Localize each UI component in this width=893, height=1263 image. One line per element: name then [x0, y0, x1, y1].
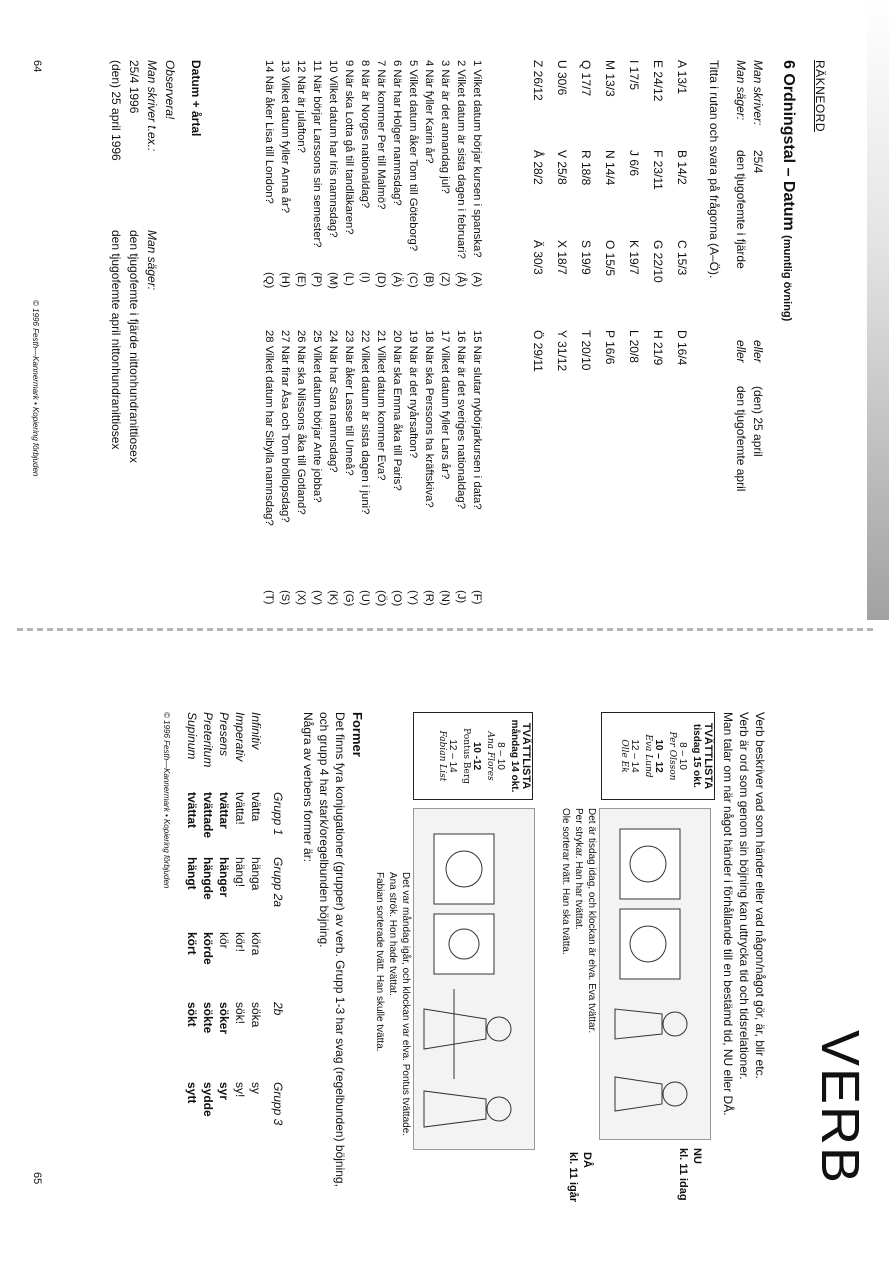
grid-cell: R 18/8 — [579, 150, 593, 186]
table-cell: tvättat — [185, 792, 199, 829]
answer-key: (Y) — [407, 590, 419, 606]
question-text: 27 När firar Åsa och Tom bröllopsdag? — [279, 330, 291, 523]
grid-cell: F 23/11 — [651, 150, 665, 190]
question-text: 21 Vilket datum kommer Eva? — [375, 330, 387, 481]
question-text: 26 När ska Nilssons åka till Gotland? — [295, 330, 307, 515]
board-day: måndag 14 okt. — [509, 719, 520, 793]
row-label: Infinitiv — [249, 712, 263, 750]
da-caption-line: Fabian sorterade tvätt. Han skulle tvätta. — [374, 872, 385, 1052]
da-caption-line: Det var måndag igår, och klockan var elva. Pontus tvättade. — [400, 872, 411, 1137]
answer-key: (Ö) — [375, 590, 387, 607]
answer-key: (O) — [391, 590, 403, 607]
board-slot: 12 – 14 — [447, 739, 458, 773]
former-heading: Former — [350, 712, 365, 757]
example-1-written: 25/4 1996 — [127, 60, 141, 114]
intro-line: Verb beskriver vad som händer eller vad någon/något gör, är, blir etc. — [753, 712, 767, 1079]
table-cell: sy! — [233, 1082, 247, 1098]
page-64 — [0, 0, 893, 631]
grid-cell: U 30/6 — [555, 60, 569, 96]
answer-key: (X) — [295, 590, 307, 606]
title-text: 6 Ordningstal – Datum — [780, 60, 797, 231]
table-cell: sydde — [201, 1082, 215, 1117]
question-text: 20 När ska Emma åka till Paris? — [391, 330, 403, 491]
intro-line: Man talar om när något händer i förhållande till en bestämd tid, NU eller DÅ. — [721, 712, 735, 1116]
table-cell: hängt — [185, 857, 199, 890]
table-header: Grupp 3 — [271, 1082, 285, 1126]
answer-key: (J) — [455, 590, 467, 604]
alt-spoken: den tjugofemte april — [734, 386, 748, 492]
row-label: Presens — [217, 712, 231, 757]
table-cell: söka — [249, 1002, 263, 1028]
page-title — [779, 60, 797, 321]
grid-cell: C 15/3 — [675, 240, 689, 276]
gutter — [13, 628, 873, 631]
grid-cell: L 20/8 — [627, 330, 641, 363]
former-text-line: Några av verbens former är: — [301, 712, 315, 863]
table-cell: tvättade — [201, 792, 215, 839]
board-name: Olle Ek — [619, 739, 629, 773]
table-cell: sökte — [201, 1002, 215, 1034]
answer-key: (M) — [327, 272, 339, 289]
grid-cell: N 14/4 — [603, 150, 617, 186]
section-header: RÄKNEORD — [813, 60, 827, 133]
page-number: 65 — [31, 1172, 43, 1185]
grid-cell: P 16/6 — [603, 330, 617, 365]
washing-machines-drawing — [600, 809, 710, 1139]
answer-key: (N) — [439, 590, 451, 606]
table-cell: sökt — [185, 1002, 199, 1027]
question-text: 24 När har Sara namnsdag? — [327, 330, 339, 473]
question — [471, 60, 483, 258]
man-skriver-tex: Man skriver t.ex.: — [145, 60, 159, 152]
grid-cell: Q 17/7 — [579, 60, 593, 97]
instruction: Titta i rutan och svara på frågorna (A–Ö). — [707, 60, 721, 279]
grid-cell: G 22/10 — [651, 240, 665, 283]
datum-artal-heading: Datum + årtal — [189, 60, 203, 137]
laundry-list-tuesday — [601, 712, 715, 800]
grid-cell: V 25/8 — [555, 150, 569, 185]
example-1-spoken: den tjugofemte i fjärde nittonhundranittiosex — [127, 230, 141, 463]
question-text: 23 När åker Lasse till Umeå? — [343, 330, 355, 476]
board-name: Fabian List — [437, 730, 447, 782]
answer-key: (Z) — [439, 272, 451, 287]
question-text: 9 När ska Lotta gå till tandläkaren? — [343, 60, 355, 235]
question-text: 1 Vilket datum börjar kursen i spanska? — [471, 60, 483, 258]
ironing-scene-drawing — [414, 809, 534, 1149]
answer-key: (Ä) — [391, 272, 403, 288]
copyright-footer: © 1996 Festh—Kannermark • Kopiering förbjuden — [162, 712, 171, 889]
board-name: Per Olsson — [667, 731, 677, 781]
nu-time: kl. 11 idag — [677, 1148, 689, 1201]
grid-cell: Ö 29/11 — [531, 330, 545, 372]
answer-key: (F) — [471, 590, 483, 605]
answer-key: (E) — [295, 272, 307, 288]
copyright-footer: © 1996 Festh—Kannermark • Kopiering förbjuden — [31, 300, 40, 477]
man-sager-label: Man säger: — [734, 60, 748, 121]
example-2-spoken: den tjugofemte april nittonhundranittiosex — [109, 230, 123, 450]
table-cell: kört — [185, 932, 199, 955]
board-day: tisdag 15 okt. — [691, 724, 702, 788]
answer-key: (L) — [343, 272, 355, 286]
table-cell: sytt — [185, 1082, 199, 1104]
table-cell: sy — [249, 1082, 263, 1094]
grid-cell: Z 26/12 — [531, 60, 545, 101]
grid-cell: Y 31/12 — [555, 330, 569, 372]
title-subtitle: (muntlig övning) — [781, 235, 793, 322]
laundry-room-illustration-now — [599, 808, 711, 1140]
board-slot: 12 – 14 — [629, 739, 640, 773]
grid-cell: H 21/9 — [651, 330, 665, 366]
example-2-written: (den) 25 april 1996 — [109, 60, 123, 161]
answer-key: (Q) — [263, 272, 275, 289]
grid-cell: Å 28/2 — [531, 150, 545, 185]
grid-cell: K 19/7 — [627, 240, 641, 275]
chapter-title: VERB — [810, 1030, 870, 1186]
board-slot: 8 – 10 — [495, 742, 506, 770]
answer-key: (A) — [471, 272, 483, 288]
man-skriver-value: 25/4 — [751, 150, 765, 174]
question-text: 10 Vilket datum har Iris namnsdag? — [327, 60, 339, 238]
da-label: DÅ — [581, 1152, 593, 1168]
answer-key: (V) — [311, 590, 323, 606]
board-title: TVÄTTLISTA — [520, 722, 532, 790]
row-label: Supinum — [185, 712, 199, 760]
question-text: 14 När åker Lisa till London? — [263, 60, 275, 204]
table-cell: hängde — [201, 857, 215, 900]
question-text: 2 Vilket datum är sista dagen i februari? — [455, 60, 467, 259]
da-caption-line: Ana strök. Hon hade tvättat. — [387, 872, 398, 996]
table-cell: kör — [217, 932, 231, 949]
alt-written: (den) 25 april — [751, 386, 765, 457]
grid-cell: A 13/1 — [675, 60, 689, 95]
board-name: Pontus Berg — [461, 728, 471, 784]
table-cell: häng! — [233, 857, 247, 888]
answer-key: (G) — [343, 590, 355, 607]
answer-key: (C) — [407, 272, 419, 288]
board-title: TVÄTTLISTA — [702, 722, 714, 790]
nu-caption-line: Ole sorterar tvätt. Han ska tvätta. — [560, 808, 571, 955]
answer-key: (P) — [311, 272, 323, 288]
grid-cell: I 17/5 — [627, 60, 641, 91]
question-text: 18 När ska Perssons ha kräftskiva? — [423, 330, 435, 508]
table-cell: hänger — [217, 857, 231, 898]
answer-key: (I) — [359, 272, 371, 283]
answer-key: (B) — [423, 272, 435, 288]
row-label: Imperativ — [233, 712, 247, 762]
table-cell: sök! — [233, 1002, 247, 1025]
answer-key: (H) — [279, 272, 291, 288]
question-text: 11 När börjar Larssons sin semester? — [311, 60, 323, 248]
eller-1: eller — [751, 340, 765, 363]
board-slot: 8 – 10 — [677, 742, 688, 770]
board-slot: 10 – 12 — [653, 739, 664, 773]
question-text: 7 När kommer Per till Malmö? — [375, 60, 387, 210]
scan-shadow — [867, 0, 889, 620]
man-sager-label-2: Man säger: — [145, 230, 159, 291]
question-text: 3 När är det annandag jul? — [439, 60, 451, 194]
answer-key: (R) — [423, 590, 435, 606]
table-header: 2b — [271, 1002, 285, 1016]
table-cell: tvättar — [217, 792, 231, 829]
intro-line: Verb är ord som genom sin böjning kan uttrycka tid och tidsrelationer. — [737, 712, 751, 1080]
laundry-room-illustration-past — [413, 808, 535, 1150]
man-sager-value: den tjugofemte i fjärde — [734, 150, 748, 269]
answer-key: (T) — [263, 590, 275, 605]
question-text: 8 När är Norges nationaldag? — [359, 60, 371, 209]
answer-key: (K) — [327, 590, 339, 606]
answer-key: (U) — [359, 590, 371, 606]
table-cell: kör! — [233, 932, 247, 953]
nu-caption-line: Per strykar. Han har tvättat. — [573, 808, 584, 930]
question-text: 17 Vilket datum fyller Lars år? — [439, 330, 451, 480]
nu-caption-line: Det är tisdag idag, och klockan är elva. Eva tvättar. — [586, 808, 597, 1034]
page-65 — [0, 632, 893, 1263]
board-slot: 10 -12 — [471, 741, 482, 771]
table-cell: syr — [217, 1082, 231, 1101]
grid-cell: J 6/6 — [627, 150, 641, 177]
eller-2: eller — [734, 340, 748, 363]
answer-key: (S) — [279, 590, 291, 606]
table-cell: tvätta — [249, 792, 263, 822]
man-skriver-label: Man skriver: — [751, 60, 765, 126]
grid-cell: E 24/12 — [651, 60, 665, 102]
grid-cell: S 19/9 — [579, 240, 593, 275]
question-text: 19 När är det nyårsafton? — [407, 330, 419, 459]
former-text-line: Det finns fyra konjugationer (grupper) av verb. Grupp 1-3 har svag (regelbunden) böjning, — [333, 712, 347, 1187]
board-name: Ana Flores — [485, 731, 495, 781]
grid-cell: M 13/3 — [603, 60, 617, 97]
row-label: Preteritum — [201, 712, 215, 768]
question-text: 6 När har Holger namnsdag? — [391, 60, 403, 206]
laundry-list-monday — [413, 712, 533, 800]
grid-cell: O 15/5 — [603, 240, 617, 277]
question-text: 4 När fyller Karin år? — [423, 60, 435, 164]
question-text: 13 Vilket datum fyller Anna år? — [279, 60, 291, 214]
table-cell: hänga — [249, 857, 263, 891]
question-text: 28 Vilket datum har Sibylla namnsdag? — [263, 330, 275, 526]
answer-key: (Å) — [455, 272, 467, 288]
question-text: 25 Vilket datum börjar Ante jobba? — [311, 330, 323, 503]
grid-cell: D 16/4 — [675, 330, 689, 366]
table-cell: köra — [249, 932, 263, 956]
grid-cell: T 20/10 — [579, 330, 593, 371]
grid-cell: B 14/2 — [675, 150, 689, 185]
question-text: 16 När är det sveriges nationaldag? — [455, 330, 467, 509]
question-text: 12 När är julafton? — [295, 60, 307, 153]
table-header: Grupp 2a — [271, 857, 285, 908]
former-text-line: och grupp 4 har stark/oregelbunden böjning. — [317, 712, 331, 948]
nu-label: NU — [691, 1148, 703, 1164]
grid-cell: Ä 30/3 — [531, 240, 545, 275]
question-text: 5 Vilket datum åker Tom till Göteborg? — [407, 60, 419, 252]
da-time: kl. 11 igår — [567, 1152, 579, 1203]
table-cell: körde — [201, 932, 215, 965]
answer-key: (D) — [375, 272, 387, 288]
table-cell: söker — [217, 1002, 231, 1035]
table-cell: tvätta! — [233, 792, 247, 825]
grid-cell: X 18/7 — [555, 240, 569, 275]
question-text: 15 När slutar nybörjarkursen i data? — [471, 330, 483, 510]
observera-note: Observera! — [163, 60, 177, 120]
board-name: Eva Lund — [643, 734, 653, 778]
page-number: 64 — [31, 60, 43, 73]
question-text: 22 Vilket datum är sista dagen i juni? — [359, 330, 371, 515]
table-header: Grupp 1 — [271, 792, 285, 836]
